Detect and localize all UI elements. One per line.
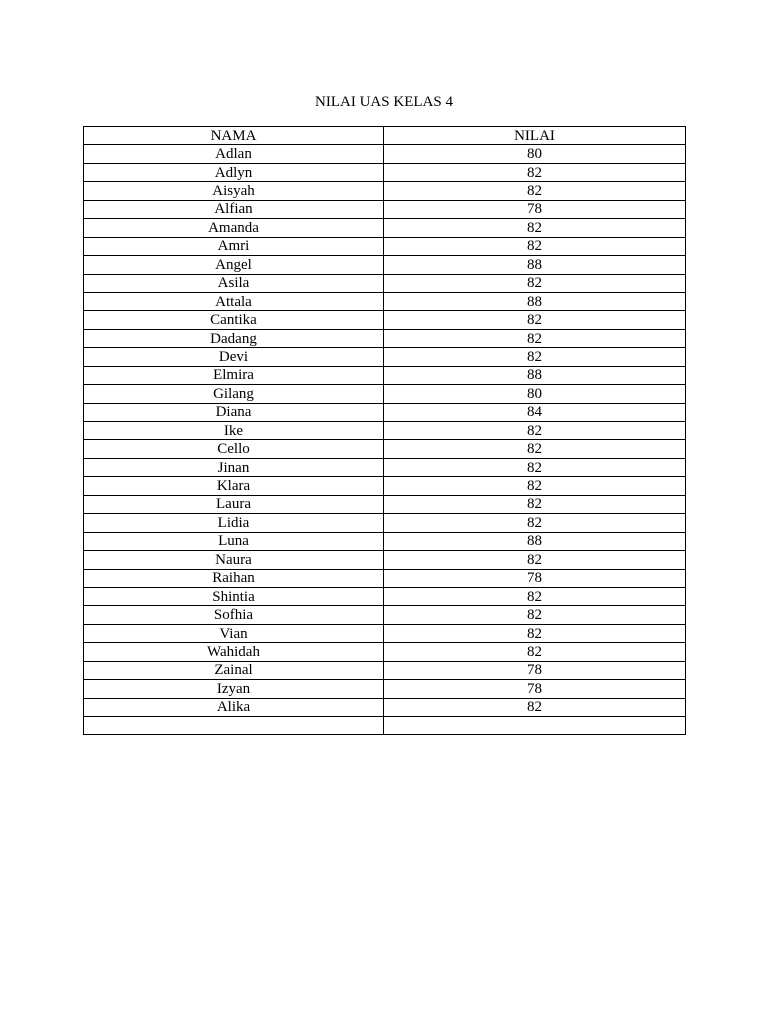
student-name-cell: Izyan — [84, 680, 384, 698]
score-cell: 82 — [384, 237, 686, 255]
score-cell: 82 — [384, 587, 686, 605]
table-row — [84, 219, 686, 237]
score-cell: 88 — [384, 256, 686, 274]
student-name-cell: Devi — [84, 348, 384, 366]
score-cell: 82 — [384, 422, 686, 440]
table-body — [84, 145, 686, 735]
student-name-cell: Dadang — [84, 329, 384, 347]
table-row — [84, 551, 686, 569]
score-cell: 84 — [384, 403, 686, 421]
table-row — [84, 532, 686, 550]
score-cell: 80 — [384, 145, 686, 163]
student-name-cell: Klara — [84, 477, 384, 495]
table-row — [84, 569, 686, 587]
score-cell: 82 — [384, 624, 686, 642]
table-row — [84, 311, 686, 329]
table-row — [84, 717, 686, 735]
student-name-cell: Laura — [84, 495, 384, 513]
score-cell — [384, 717, 686, 735]
score-cell: 82 — [384, 219, 686, 237]
student-name-cell: Vian — [84, 624, 384, 642]
score-cell: 80 — [384, 385, 686, 403]
table-row — [84, 477, 686, 495]
student-name-cell: Angel — [84, 256, 384, 274]
table-row — [84, 145, 686, 163]
score-cell: 82 — [384, 495, 686, 513]
student-name-cell: Sofhia — [84, 606, 384, 624]
table-row — [84, 698, 686, 716]
score-cell: 78 — [384, 569, 686, 587]
student-name-cell: Shintia — [84, 587, 384, 605]
score-cell: 82 — [384, 311, 686, 329]
score-cell: 82 — [384, 514, 686, 532]
score-cell: 82 — [384, 643, 686, 661]
table-row — [84, 422, 686, 440]
student-name-cell: Amri — [84, 237, 384, 255]
score-cell: 78 — [384, 680, 686, 698]
table-row — [84, 237, 686, 255]
student-name-cell: Alika — [84, 698, 384, 716]
table-row — [84, 680, 686, 698]
score-cell: 82 — [384, 163, 686, 181]
table-row — [84, 274, 686, 292]
page-title: NILAI UAS KELAS 4 — [315, 94, 453, 110]
score-cell: 88 — [384, 292, 686, 310]
score-cell: 88 — [384, 366, 686, 384]
score-cell: 82 — [384, 182, 686, 200]
student-name-cell: Attala — [84, 292, 384, 310]
student-name-cell: Aisyah — [84, 182, 384, 200]
table-row — [84, 514, 686, 532]
table-row — [84, 200, 686, 218]
score-cell: 78 — [384, 661, 686, 679]
table-header-row — [84, 127, 686, 145]
score-cell: 82 — [384, 606, 686, 624]
score-cell: 82 — [384, 348, 686, 366]
student-name-cell: Cantika — [84, 311, 384, 329]
table-row — [84, 440, 686, 458]
table-row — [84, 182, 686, 200]
column-header-score: NILAI — [384, 127, 686, 145]
student-name-cell: Jinan — [84, 458, 384, 476]
student-name-cell: Gilang — [84, 385, 384, 403]
score-cell: 82 — [384, 440, 686, 458]
student-name-cell: Adlyn — [84, 163, 384, 181]
score-cell: 82 — [384, 458, 686, 476]
table-row — [84, 256, 686, 274]
score-cell: 82 — [384, 329, 686, 347]
table-row — [84, 163, 686, 181]
student-name-cell: Alfian — [84, 200, 384, 218]
grades-table — [83, 126, 686, 735]
student-name-cell: Naura — [84, 551, 384, 569]
student-name-cell: Raihan — [84, 569, 384, 587]
table-row — [84, 624, 686, 642]
table-row — [84, 385, 686, 403]
student-name-cell: Elmira — [84, 366, 384, 384]
student-name-cell: Ike — [84, 422, 384, 440]
table-row — [84, 329, 686, 347]
table-row — [84, 458, 686, 476]
student-name-cell: Wahidah — [84, 643, 384, 661]
table-row — [84, 348, 686, 366]
table-row — [84, 292, 686, 310]
student-name-cell — [84, 717, 384, 735]
table-row — [84, 643, 686, 661]
student-name-cell: Amanda — [84, 219, 384, 237]
student-name-cell: Lidia — [84, 514, 384, 532]
column-header-name: NAMA — [84, 127, 384, 145]
table-row — [84, 366, 686, 384]
score-cell: 82 — [384, 698, 686, 716]
student-name-cell: Cello — [84, 440, 384, 458]
table-row — [84, 403, 686, 421]
student-name-cell: Luna — [84, 532, 384, 550]
student-name-cell: Zainal — [84, 661, 384, 679]
table-row — [84, 661, 686, 679]
table-row — [84, 495, 686, 513]
score-cell: 88 — [384, 532, 686, 550]
score-cell: 82 — [384, 551, 686, 569]
score-cell: 82 — [384, 477, 686, 495]
student-name-cell: Adlan — [84, 145, 384, 163]
table-row — [84, 606, 686, 624]
score-cell: 82 — [384, 274, 686, 292]
student-name-cell: Diana — [84, 403, 384, 421]
table-row — [84, 587, 686, 605]
score-cell: 78 — [384, 200, 686, 218]
student-name-cell: Asila — [84, 274, 384, 292]
